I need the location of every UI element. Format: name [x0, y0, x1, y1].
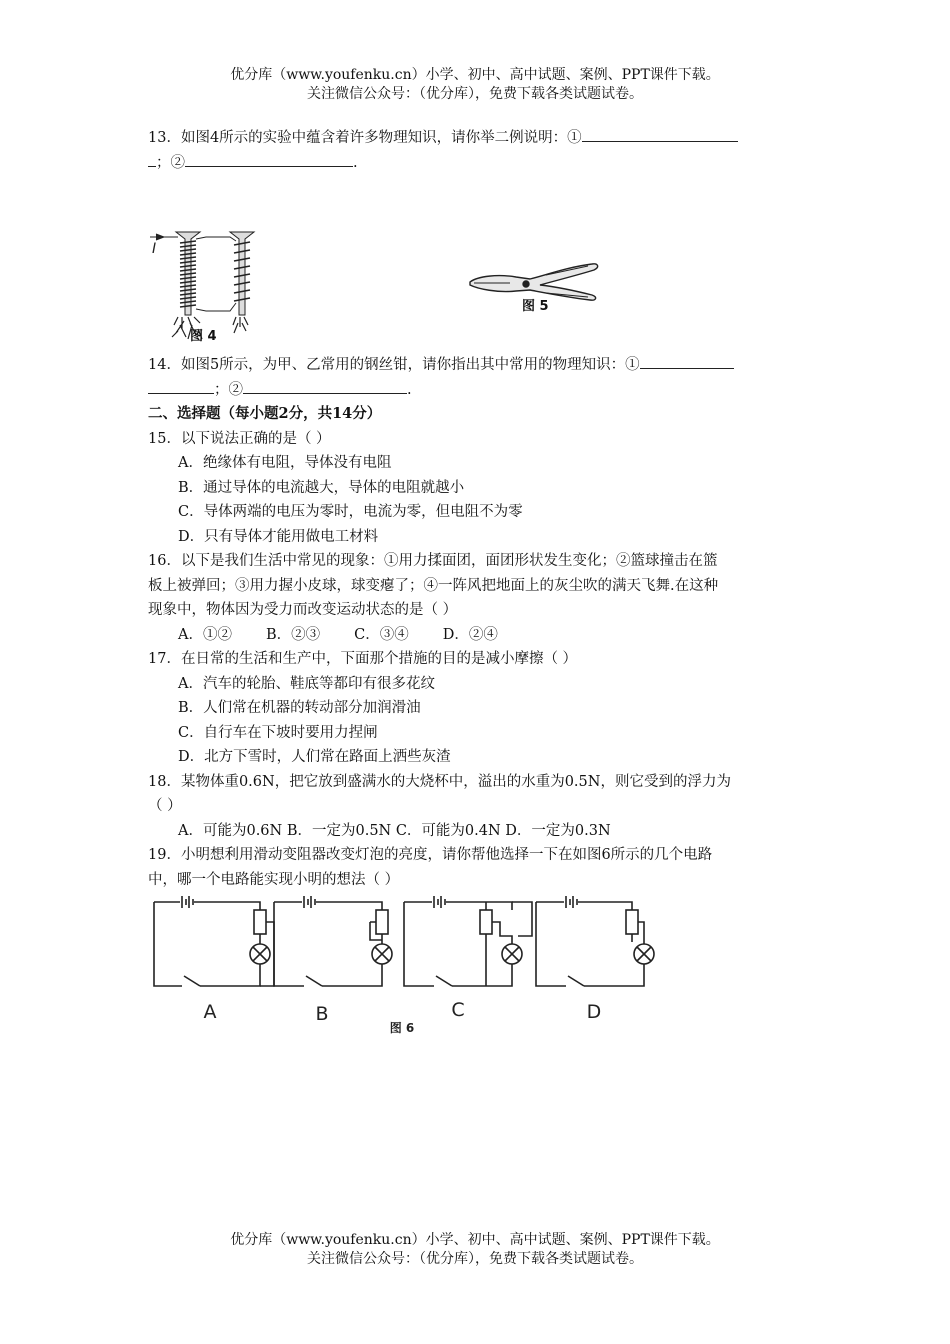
q16-stem-line-3: 现象中，物体因为受力而改变运动状态的是（ ） — [148, 602, 458, 618]
circuit-label-b: B — [315, 1003, 329, 1025]
header-line-1: 优分库（www.youfenku.cn）小学、初中、高中试题、案例、PPT课件下载。 — [230, 67, 720, 83]
circuit-label-d: D — [586, 1001, 602, 1023]
page-footer — [0, 1231, 950, 1269]
q16-options — [148, 623, 808, 648]
figure-6-caption: 图 6 — [389, 1021, 415, 1035]
q19-stem-line-1: 19．小明想利用滑动变阻器改变灯泡的亮度，请你帮他选择一下在如图6所示的几个电路 — [148, 847, 713, 863]
q16-option-b[interactable]: B．②③ — [265, 626, 321, 643]
circuit-b — [274, 896, 392, 986]
circuit-c — [404, 896, 532, 986]
q17-option-d[interactable]: D．北方下雪时，人们常在路面上洒些灰渣 — [178, 749, 451, 765]
q14-blank-1[interactable] — [640, 353, 734, 369]
figure-4-electromagnets — [150, 232, 254, 339]
figures-4-5 — [148, 175, 808, 345]
q14-text: 14．如图5所示，为甲、乙常用的钢丝钳，请你指出其中常用的物理知识：① — [148, 357, 640, 373]
q16-option-d[interactable]: D．②④ — [442, 626, 498, 643]
q15-option-d[interactable]: D．只有导体才能用做电工材料 — [178, 528, 379, 545]
q17-option-a[interactable]: A．汽车的轮胎、鞋底等都印有很多花纹 — [178, 675, 435, 692]
header-line-2: 关注微信公众号：（优分库），免费下载各类试题试卷。 — [307, 86, 643, 102]
circuit-label-c: C — [451, 999, 465, 1021]
figure-4-current-label: I — [152, 241, 157, 257]
q16-option-a[interactable]: A．①② — [178, 626, 232, 643]
q13-text: 13．如图4所示的实验中蕴含着许多物理知识，请你举二例说明：① — [148, 130, 582, 146]
q14-end: . — [407, 381, 412, 398]
footer-line-2: 关注微信公众号：（优分库），免费下载各类试题试卷。 — [307, 1251, 643, 1267]
q17-option-b[interactable]: B．人们常在机器的转动部分加润滑油 — [178, 700, 421, 716]
exam-content — [148, 126, 808, 1040]
footer-line-1: 优分库（www.youfenku.cn）小学、初中、高中试题、案例、PPT课件下载。 — [230, 1232, 720, 1248]
circuit-a — [154, 896, 274, 986]
q17-option-c[interactable]: C．自行车在下坡时要用力捏闸 — [178, 724, 378, 741]
q14-blank-2[interactable] — [243, 378, 407, 394]
q16-stem-line-2: 板上被弹回；③用力握小皮球，球变瘪了；④一阵风把地面上的灰尘吹的满天飞舞.在这种 — [148, 577, 719, 594]
q14-blank-1-cont[interactable] — [148, 378, 214, 394]
q13-blank-1[interactable] — [582, 126, 738, 142]
q14-sep: ；② — [214, 381, 243, 398]
q17-stem: 17．在日常的生活和生产中，下面那个措施的目的是减小摩擦（ ） — [148, 651, 578, 667]
figure-4-caption: 图 4 — [190, 329, 217, 344]
q16-option-c[interactable]: C．③④ — [354, 626, 409, 643]
circuit-label-a: A — [203, 1001, 217, 1023]
page-header — [0, 66, 950, 104]
q18-stem-line-1: 18．某物体重0.6N，把它放到盛满水的大烧杯中，溢出的水重为0.5N，则它受到的浮力为 — [148, 773, 731, 790]
q16-stem-line-1: 16．以下是我们生活中常见的现象：①用力揉面团，面团形状发生变化；②篮球撞击在篮 — [148, 553, 718, 569]
q13-blank-2[interactable] — [185, 151, 353, 167]
q13-end: . — [353, 154, 358, 171]
question-13 — [148, 126, 808, 175]
q13-sep: ；② — [156, 154, 185, 171]
figure-5-caption: 图 5 — [522, 299, 549, 314]
figure-4-5-svg — [148, 175, 808, 345]
q15-option-a[interactable]: A．绝缘体有电阻，导体没有电阻 — [178, 455, 392, 471]
q18-options[interactable]: A．可能为0.6N B．一定为0.5N C．可能为0.4N D．一定为0.3N — [178, 822, 611, 839]
figure-6-svg — [148, 892, 808, 1040]
q15-option-b[interactable]: B．通过导体的电流越大，导体的电阻就越小 — [178, 479, 465, 496]
q19-stem-line-2: 中，哪一个电路能实现小明的想法（ ） — [148, 871, 400, 888]
question-14 — [148, 353, 808, 402]
figure-6 — [148, 892, 808, 1040]
circuit-d — [536, 896, 654, 986]
q18-stem-line-2: （ ） — [148, 798, 182, 814]
q15-option-c[interactable]: C．导体两端的电压为零时，电流为零，但电阻不为零 — [178, 504, 523, 520]
section-2-title: 二、选择题（每小题2分，共14分） — [148, 405, 382, 422]
q15-stem: 15．以下说法正确的是（ ） — [148, 430, 331, 447]
q13-blank-1-cont[interactable] — [148, 151, 156, 167]
